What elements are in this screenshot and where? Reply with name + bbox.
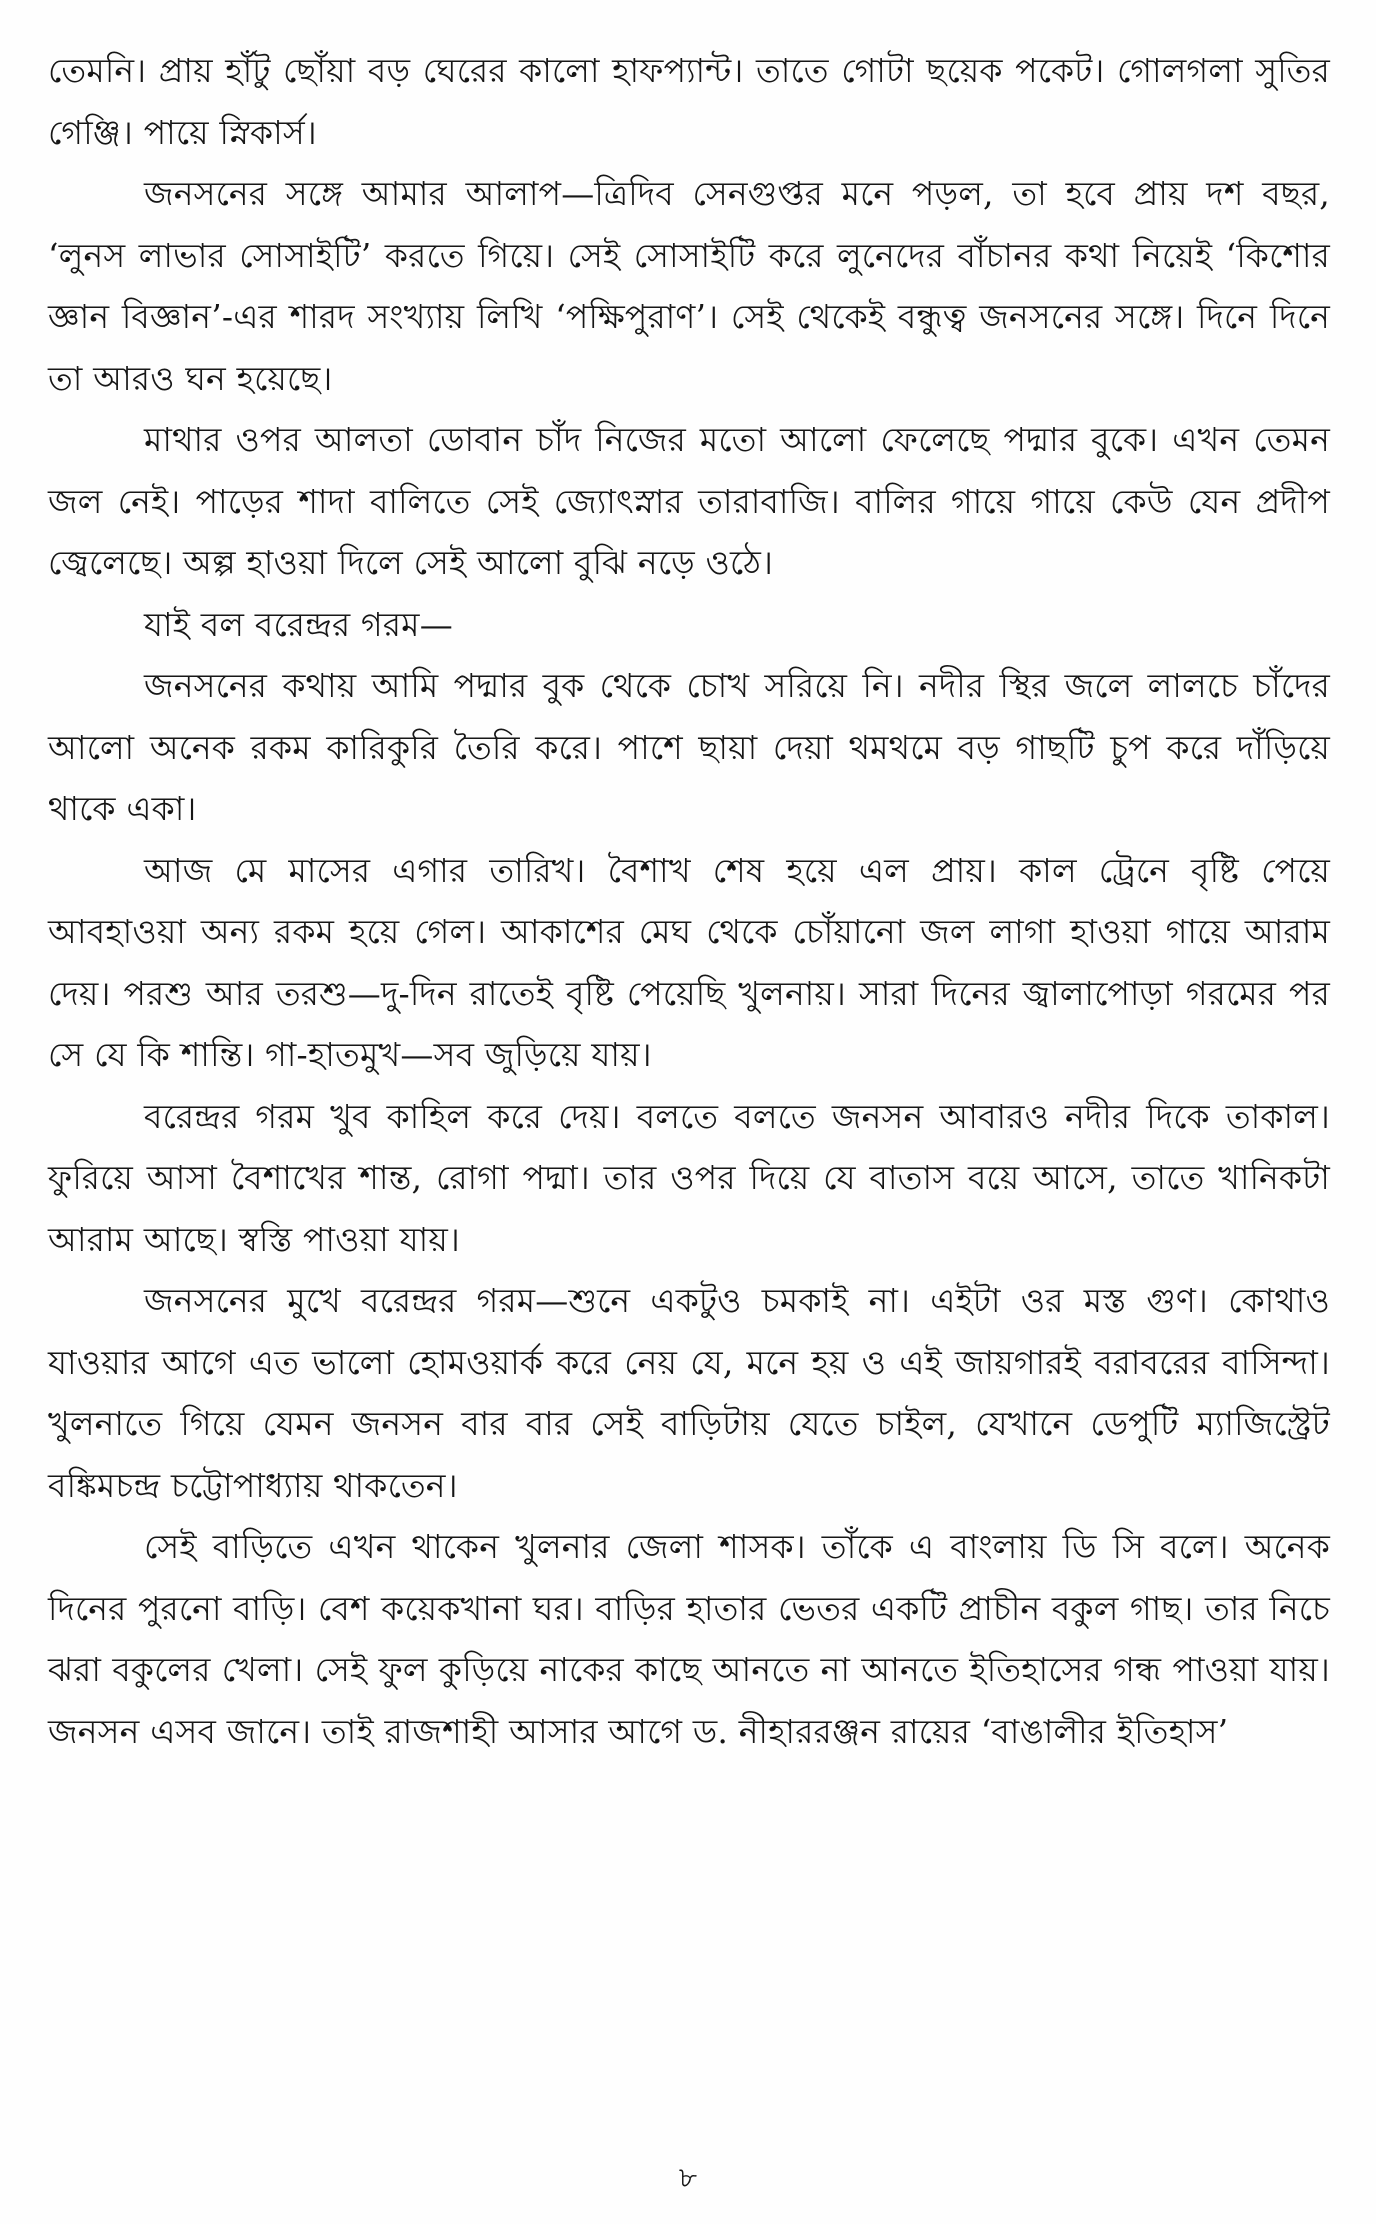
paragraph-1-continuation: তেমনি। প্রায় হাঁটু ছোঁয়া বড় ঘেরের কালো হাফপ্যান্ট। তাতে গোটা ছয়েক পকেট। গোলগলা সুতির গেঞ্জি। পায়ে স্নিকার্স। xyxy=(48,51,1330,152)
body-text xyxy=(48,40,1330,1762)
paragraph-2: জনসনের সঙ্গে আমার আলাপ—ত্রিদিব সেনগুপ্তর মনে পড়ল, তা হবে প্রায় দশ বছর, ‘লুনস লাভার সোসাইটি’ করতে গিয়ে। সেই সোসাইটি করে লুনেদের বাঁচানর কথা নিয়েই ‘কিশোর জ্ঞান বিজ্ঞান’-এর শারদ সংখ্যায় লিখি ‘পক্ষিপুরাণ’। সেই থেকেই বন্ধুত্ব জনসনের সঙ্গে। দিনে দিনে তা আরও ঘন হয়েছে। xyxy=(48,174,1330,398)
paragraph-7: বরেন্দ্রর গরম খুব কাহিল করে দেয়। বলতে বলতে জনসন আবারও নদীর দিকে তাকাল। ফুরিয়ে আসা বৈশাখের শান্ত, রোগা পদ্মা। তার ওপর দিয়ে যে বাতাস বয়ে আসে, তাতে খানিকটা আরাম আছে। স্বস্তি পাওয়া যায়। xyxy=(48,1096,1330,1259)
paragraph-5: জনসনের কথায় আমি পদ্মার বুক থেকে চোখ সরিয়ে নি। নদীর স্থির জলে লালচে চাঁদের আলো অনেক রকম কারিকুরি তৈরি করে। পাশে ছায়া দেয়া থমথমে বড় গাছটি চুপ করে দাঁড়িয়ে থাকে একা। xyxy=(48,666,1330,828)
paragraph-6: আজ মে মাসের এগার তারিখ। বৈশাখ শেষ হয়ে এল প্রায়। কাল ট্রেনে বৃষ্টি পেয়ে আবহাওয়া অন্য রকম হয়ে গেল। আকাশের মেঘ থেকে চোঁয়ানো জল লাগা হাওয়া গায়ে আরাম দেয়। পরশু আর তরশু—দু-দিন রাতেই বৃষ্টি পেয়েছি খুলনায়। সারা দিনের জ্বালাপোড়া গরমের পর সে যে কি শান্তি। গা-হাতমুখ—সব জুড়িয়ে যায়। xyxy=(48,850,1330,1074)
page-number: ৮ xyxy=(678,2161,698,2194)
paragraph-4-dialogue: যাই বল বরেন্দ্রর গরম— xyxy=(144,604,453,644)
paragraph-8: জনসনের মুখে বরেন্দ্রর গরম—শুনে একটুও চমকাই না। এইটা ওর মস্ত গুণ। কোথাও যাওয়ার আগে এত ভালো হোমওয়ার্ক করে নেয় যে, মনে হয় ও এই জায়গারই বরাবরের বাসিন্দা। খুলনাতে গিয়ে যেমন জনসন বার বার সেই বাড়িটায় যেতে চাইল, যেখানে ডেপুটি ম্যাজিস্ট্রেট বঙ্কিমচন্দ্র চট্টোপাধ্যায় থাকতেন। xyxy=(48,1281,1330,1505)
paragraph-3: মাথার ওপর আলতা ডোবান চাঁদ নিজের মতো আলো ফেলেছে পদ্মার বুকে। এখন তেমন জল নেই। পাড়ের শাদা বালিতে সেই জ্যোৎস্নার তারাবাজি। বালির গায়ে গায়ে কেউ যেন প্রদীপ জ্বেলেছে। অল্প হাওয়া দিলে সেই আলো বুঝি নড়ে ওঠে। xyxy=(48,420,1330,582)
paragraph-9: সেই বাড়িতে এখন থাকেন খুলনার জেলা শাসক। তাঁকে এ বাংলায় ডি সি বলে। অনেক দিনের পুরনো বাড়ি। বেশ কয়েকখানা ঘর। বাড়ির হাতার ভেতর একটি প্রাচীন বকুল গাছ। তার নিচে ঝরা বকুলের খেলা। সেই ফুল কুড়িয়ে নাকের কাছে আনতে না আনতে ইতিহাসের গন্ধ পাওয়া যায়। জনসন এসব জানে। তাই রাজশাহী আসার আগে ড. নীহাররঞ্জন রায়ের ‘বাঙালীর ইতিহাস’ xyxy=(48,1527,1330,1751)
